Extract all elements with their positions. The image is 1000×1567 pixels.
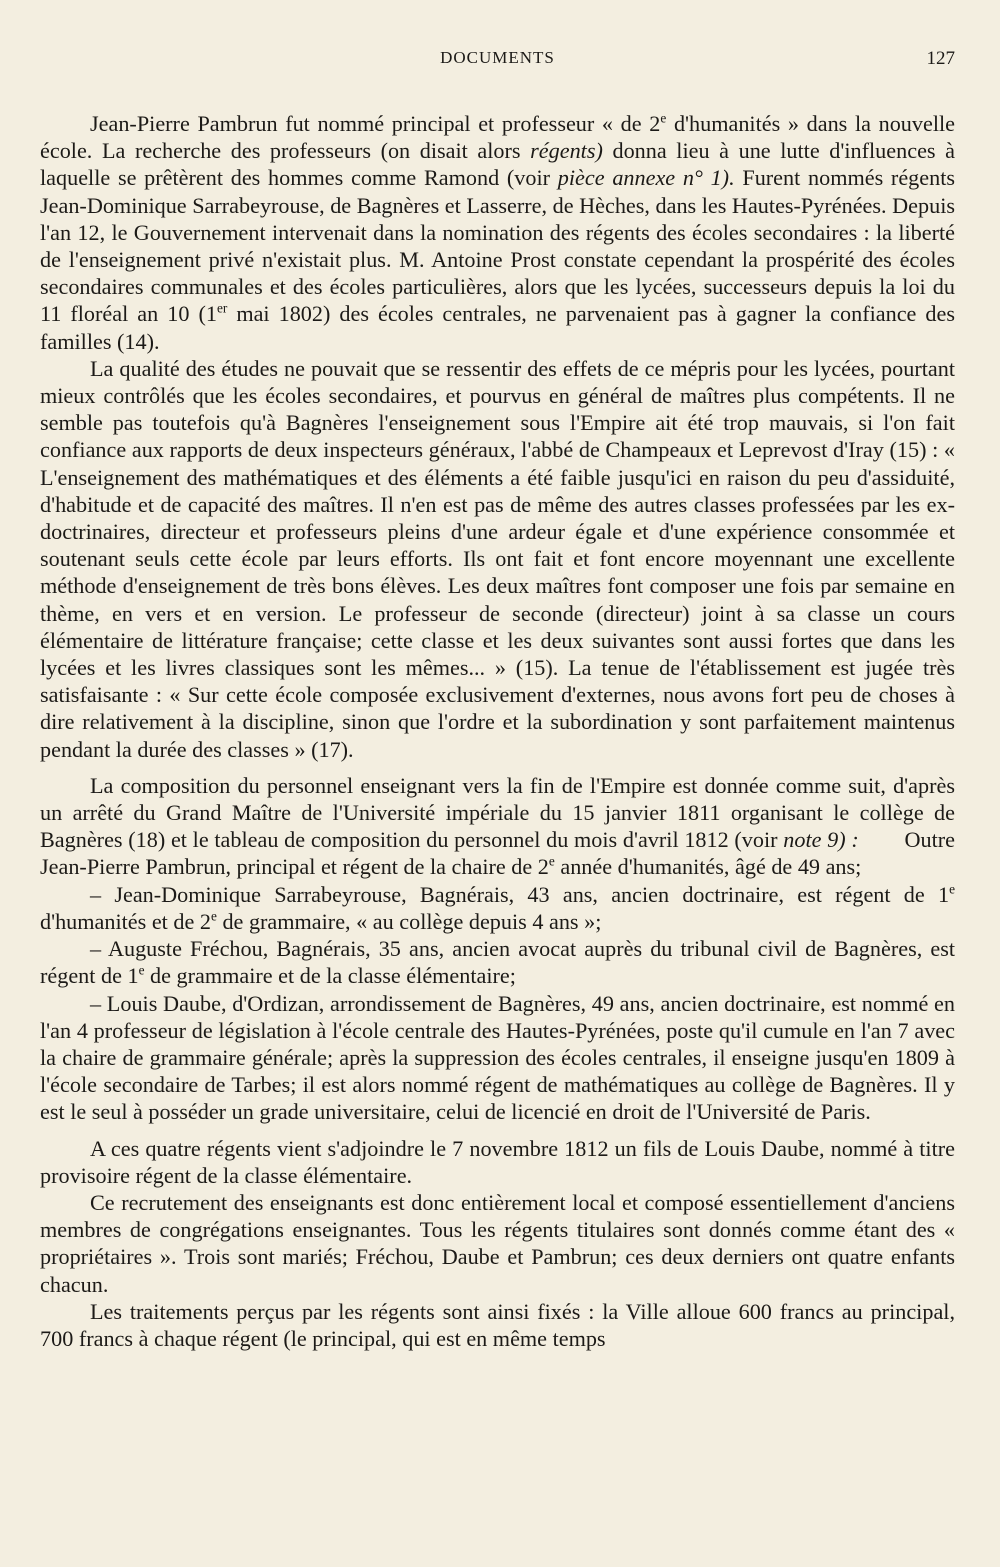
- list-item-frechou: [40, 935, 955, 989]
- text-run: d'humanités » dans la nouvelle école. La recherche des professeurs (on disait alors: [40, 111, 956, 164]
- text-run: Jean-Pierre Pambrun fut nommé principal et professeur « de 2: [90, 111, 661, 136]
- text-run: – Jean-Dominique Sarrabeyrouse, Bagnérais, 43 ans, ancien doctrinaire, est régent de 1: [90, 881, 950, 907]
- page-number: 127: [926, 48, 955, 69]
- text-run: Furent nommés régents Jean-Dominique Sarrabeyrouse, de Bagnères et Lasserre, de Hèches, dans les Hautes-Pyrénées. Depuis l'an 12, le Gouvernement intervenait dans la nomination des régents des écoles secondaires : la liberté de l'enseignement privé n'existait plus. M. Antoine Prost constate cependant la prospérité des écoles secondaires communales et des écoles particulières, alors que les lycées, successeurs depuis la loi du 11 floréal an 10 (1: [40, 165, 956, 327]
- superscript: er: [216, 301, 228, 317]
- paragraph-pambrun-nomination: [40, 110, 955, 355]
- paragraph-recrutement: Ce recrutement des enseignants est donc entièrement local et composé essentiellement d'anciens membres de congrégations enseignantes. Tous les régents titulaires sont donnés comme étant des « propriétaires ». Trois sont mariés; Fréchou, Daube et Pambrun; ces deux derniers ont quatre enfants chacun.: [40, 1189, 955, 1297]
- paragraph-qualite-etudes: La qualité des études ne pouvait que se ressentir des effets de ce mépris pour les lycées, pourtant mieux contrôlés que les écoles secondaires, et pourvus en général de maîtres plus compétents. Il ne semble pas toutefois qu'à Bagnères l'enseignement sous l'Empire ait été trop mauvais, si l'on fait confiance aux rapports de deux inspecteurs généraux, l'abbé de Champeaux et Leprevost d'Iray (15) : « L'enseignement des mathématiques et des éléments a été faible jusqu'ici en raison du peu d'assiduité, d'habitude et de capacité des maîtres. Il n'en est pas de même des autres classes professées par les ex-doctrinaires, directeur et professeurs pleins d'une ardeur égale et d'une expérience consommée et soutenant seuls cette école par leurs efforts. Ils ont fait et font encore moyennant une excellente méthode d'enseignement de très bons élèves. Les deux maîtres font composer une fois par semaine en thème, en vers et en version. Le professeur de seconde (directeur) joint à sa classe un cours élémentaire de littérature française; cette classe et les deux suivantes sont aussi fortes que dans les lycées et les livres classiques sont les mêmes... » (15). La tenue de l'établissement est jugée très satisfaisante : « Sur cette école composée exclusivement d'externes, nous avons fort peu de choses à dire relativement à la discipline, sinon que l'ordre et la subordination y sont parfaitement maintenus pendant la durée des classes » (17).: [40, 355, 955, 762]
- text-run: de grammaire et de la classe élémentaire;: [144, 963, 516, 989]
- body-text: [40, 110, 961, 1352]
- italic-run: pièce annexe n° 1).: [557, 165, 735, 191]
- superscript: e: [660, 110, 667, 126]
- superscript: e: [548, 854, 555, 870]
- text-run: d'humanités et de 2: [40, 908, 211, 934]
- list-item-daube: – Louis Daube, d'Ordizan, arrondissement de Bagnères, 49 ans, ancien doctrinaire, est nommé en l'an 4 professeur de législation à l'école centrale des Hautes-Pyrénées, poste qu'il cumule en l'an 7 avec la chaire de grammaire générale; après la suppression des écoles centrales, il enseigne jusqu'en 1809 à l'école secondaire de Tarbes; il est alors nommé régent de mathématiques au collège de Bagnères. Il y est le seul à posséder un grade universitaire, celui de licencié en droit de l'Université de Paris.: [40, 990, 955, 1125]
- superscript: e: [949, 881, 955, 897]
- list-item-sarrabeyrouse: [40, 881, 955, 935]
- paragraph-traitements: Les traitements perçus par les régents sont ainsi fixés : la Ville alloue 600 francs au principal, 700 francs à chaque régent (le principal, qui est en même temps: [40, 1298, 955, 1351]
- paragraph-adjoint: A ces quatre régents vient s'adjoindre le 7 novembre 1812 un fils de Louis Daube, nommé à titre provisoire régent de la classe élémentaire.: [40, 1135, 955, 1188]
- text-run: année d'humanités, âgé de 49 ans;: [554, 854, 862, 880]
- text-run: La composition du personnel enseignant vers la fin de l'Empire est donnée comme suit, d'après un arrêté du Grand Maître de l'Université impériale du 15 janvier 1811 organisant le collège de Bagnères (18) et le tableau de composition du personnel du mois d'avril 1812 (voir: [40, 772, 955, 853]
- superscript: e: [138, 962, 145, 978]
- paragraph-composition-personnel: [40, 772, 961, 881]
- text-run: mai 1802) des écoles centrales, ne parvenaient pas à gagner la confiance des familles (14).: [40, 301, 955, 354]
- text-run: donna lieu à une lutte d'influences à laquelle se prêtèrent des hommes comme Ramond (voir: [40, 138, 955, 191]
- italic-run: régents): [530, 138, 603, 164]
- running-title: DOCUMENTS: [440, 48, 555, 67]
- text-run: Outre Jean-Pierre Pambrun, principal et régent de la chaire de 2: [40, 827, 961, 880]
- superscript: e: [210, 908, 217, 924]
- italic-run: note 9) :: [783, 827, 859, 853]
- text-run: – Auguste Fréchou, Bagnérais, 35 ans, ancien avocat auprès du tribunal civil de Bagnères, est régent de 1: [40, 936, 955, 989]
- running-header: [40, 48, 955, 74]
- text-run: de grammaire, « au collège depuis 4 ans »;: [216, 908, 602, 934]
